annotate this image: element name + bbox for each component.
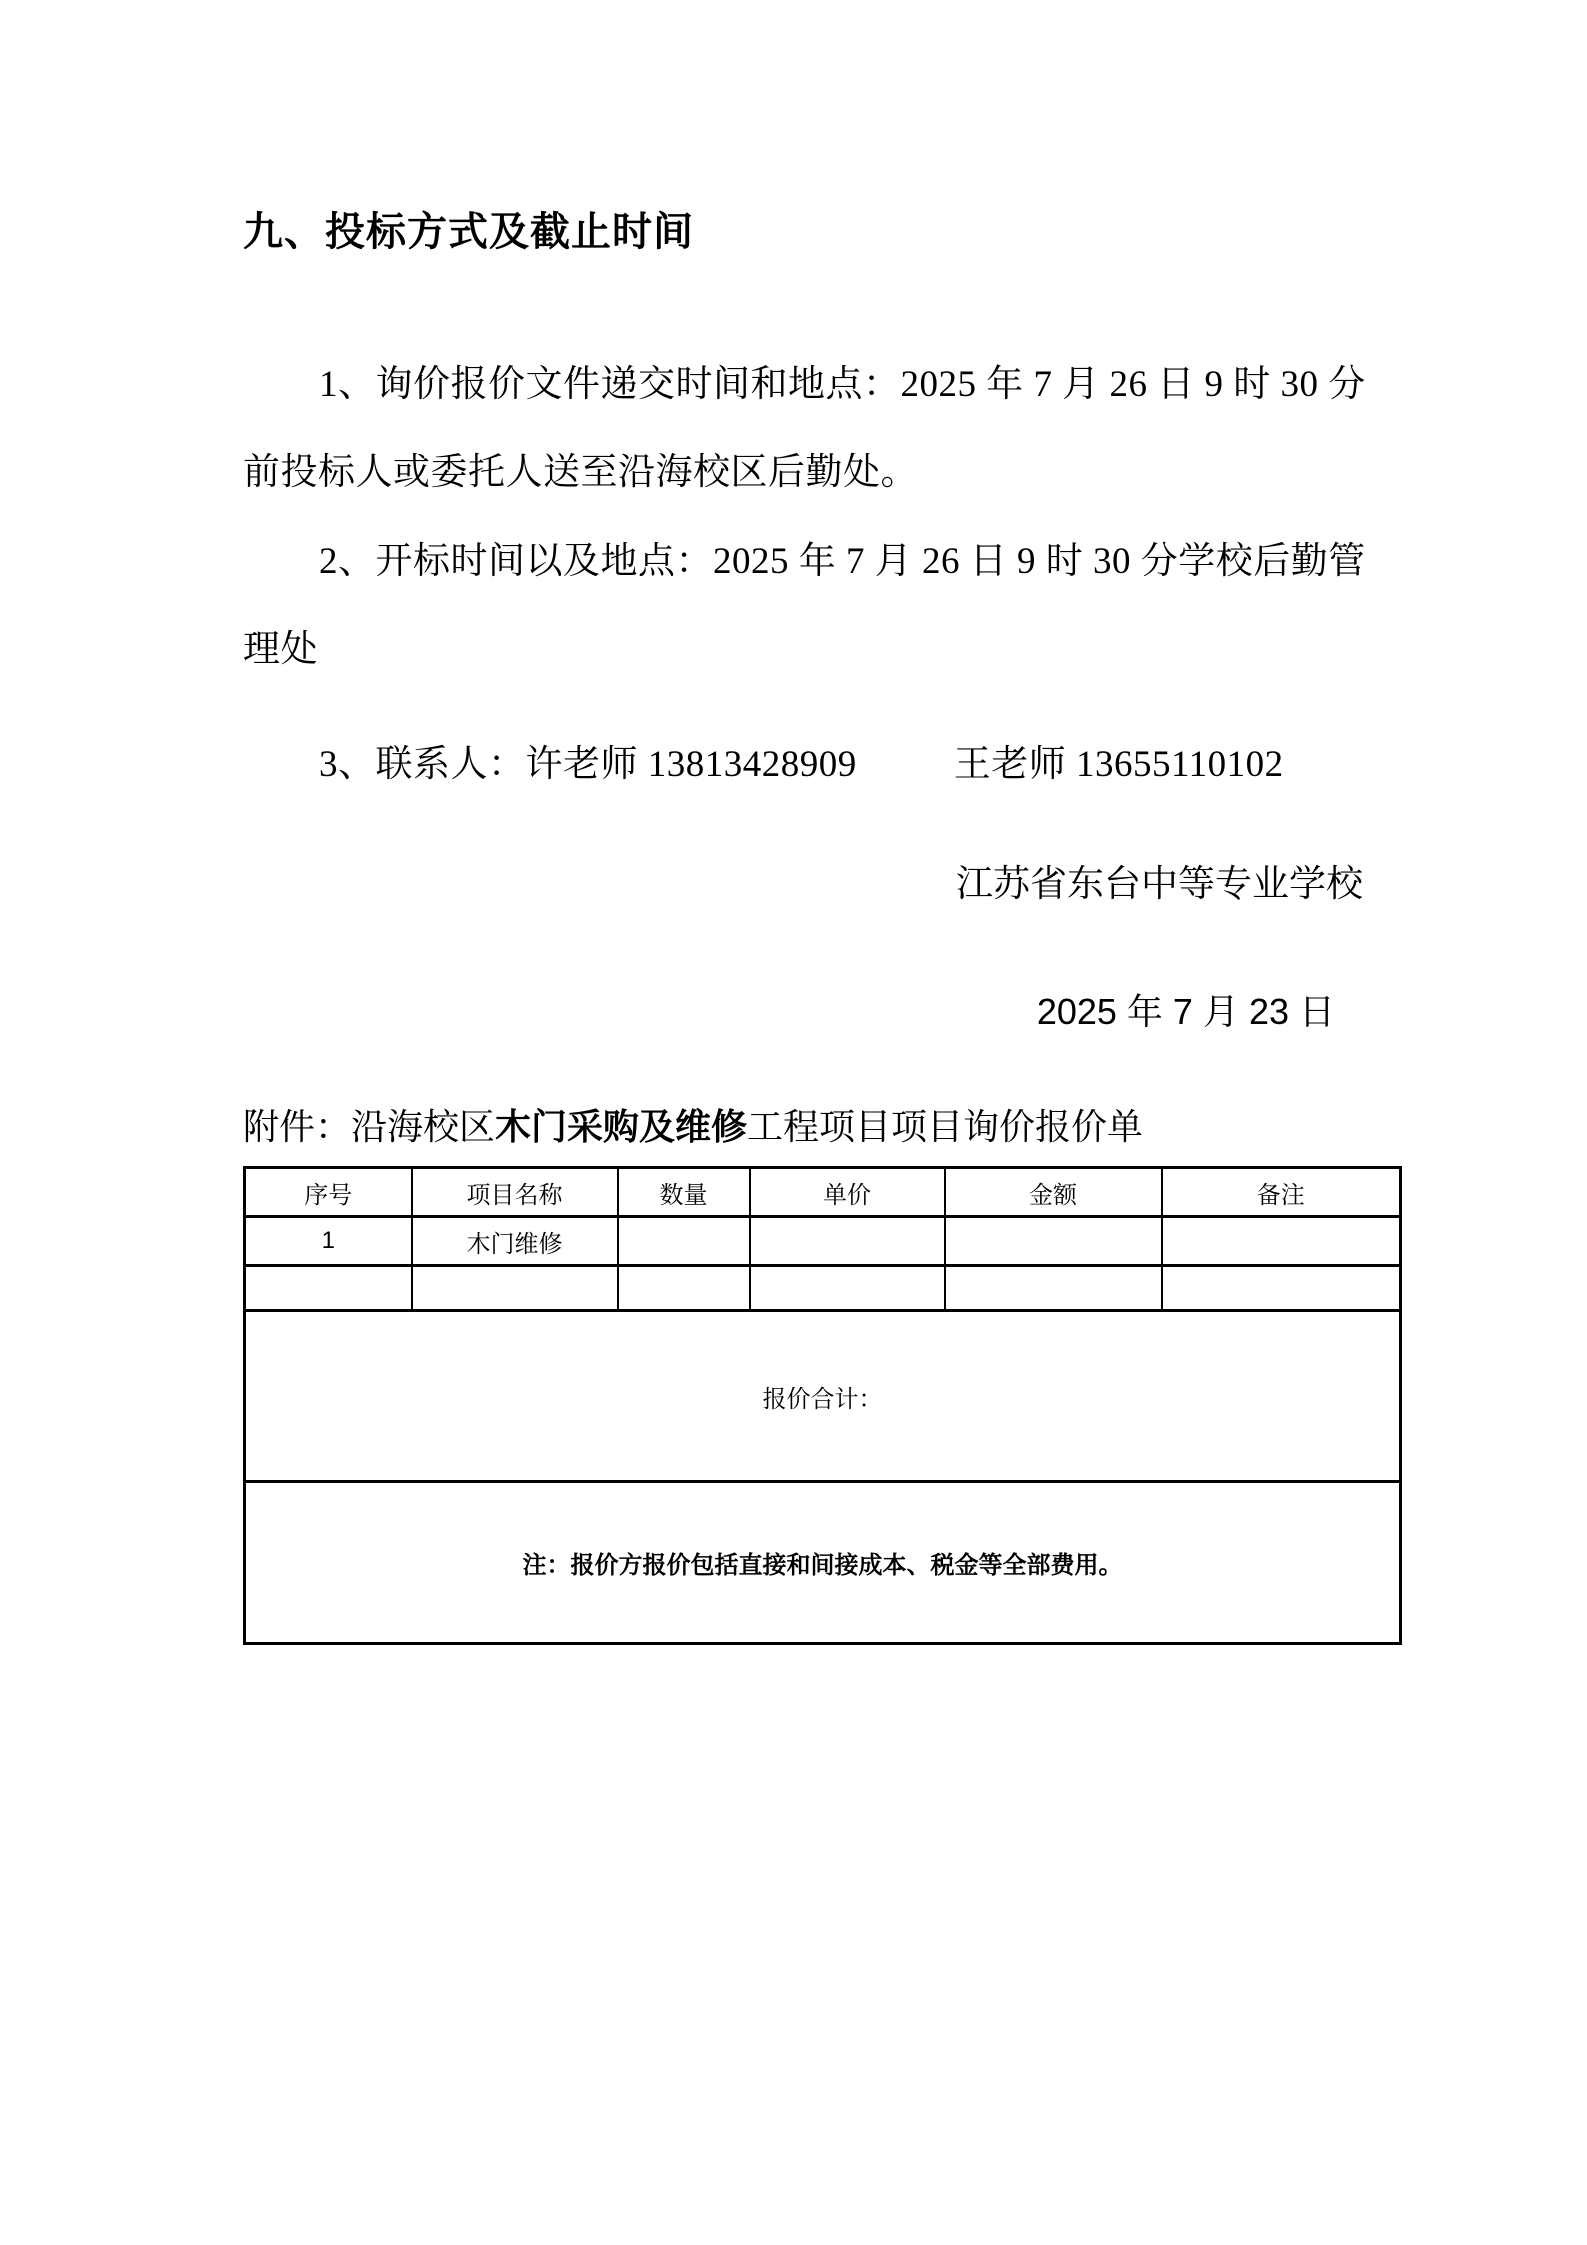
cell-quantity [618,1266,750,1311]
table-note-row [245,1482,1401,1644]
cell-unit-price [750,1217,945,1266]
header-unit-price: 单价 [750,1168,945,1217]
contact-person-1: 3、联系人：许老师 13813428909 [319,744,857,785]
cell-item-name [412,1266,618,1311]
contact-person-2: 王老师 13655110102 [953,744,1284,785]
cell-remark [1162,1217,1401,1266]
cell-seq [245,1266,412,1311]
table-header-row [245,1168,1401,1217]
paragraph-opening [243,518,1401,694]
header-seq: 序号 [245,1168,412,1217]
header-amount: 金额 [945,1168,1162,1217]
header-quantity: 数量 [618,1168,750,1217]
total-label: 报价合计： [245,1311,1401,1482]
paragraph-opening-line-2: 理处 [243,629,318,670]
header-remark: 备注 [1162,1168,1401,1217]
table-row-empty [245,1266,1401,1311]
signature-organization: 江苏省东台中等专业学校 [956,864,1363,905]
cell-seq: 1 [245,1217,412,1266]
cell-unit-price [750,1266,945,1311]
cell-quantity [618,1217,750,1266]
paragraph-submission-line-1: 1、询价报价文件递交时间和地点：2025 年 7 月 26 日 9 时 30 分 [319,364,1366,405]
signature-date: 2025 年 7 月 23 日 [1036,991,1335,1032]
attachment-title-bold: 木门采购及维修 [495,1107,748,1147]
quotation-table [243,1166,1402,1645]
note-text: 注：报价方报价包括直接和间接成本、税金等全部费用。 [245,1482,1401,1644]
paragraph-contacts [243,721,1401,809]
paragraph-submission [243,341,1401,517]
cell-remark [1162,1266,1401,1311]
attachment-title-prefix: 附件：沿海校区 [243,1107,496,1147]
section-heading: 九、投标方式及截止时间 [243,209,694,254]
table-row [245,1217,1401,1266]
cell-amount [945,1217,1162,1266]
cell-amount [945,1266,1162,1311]
header-item-name: 项目名称 [412,1168,618,1217]
paragraph-opening-line-1: 2、开标时间以及地点：2025 年 7 月 26 日 9 时 30 分学校后勤管 [319,541,1366,582]
cell-item-name: 木门维修 [412,1217,618,1266]
paragraph-submission-line-2: 前投标人或委托人送至沿海校区后勤处。 [243,452,918,493]
table-total-row [245,1311,1401,1482]
attachment-title-suffix: 工程项目项目询价报价单 [747,1107,1144,1147]
attachment-title [243,1103,1399,1151]
